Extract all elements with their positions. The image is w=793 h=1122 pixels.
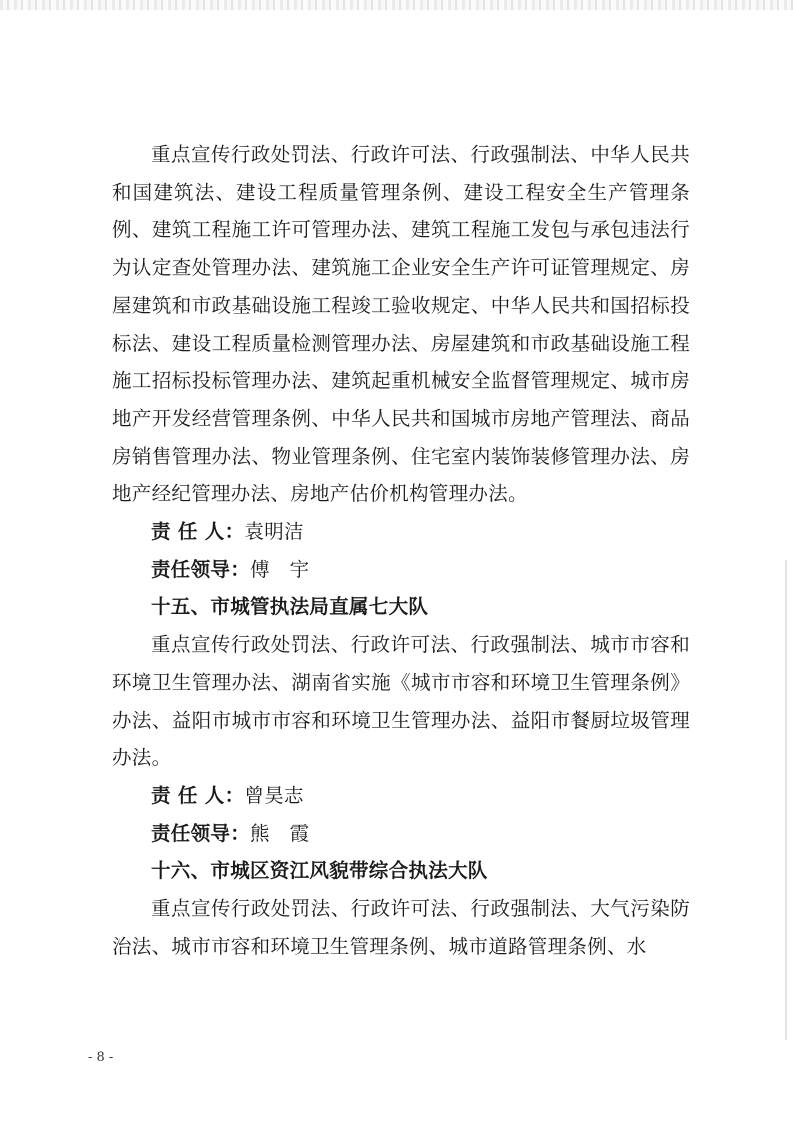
section-15-paragraph: 重点宣传行政处罚法、行政许可法、行政强制法、城市市容和环境卫生管理办法、湖南省实施《城市市容和环境卫生管理条例》办法、益阳市城市市容和环境卫生管理办法、益阳市餐厨垃圾管理办法。 — [112, 633, 690, 770]
page-number: - 8 - — [88, 1050, 114, 1065]
section-15-responsible — [112, 777, 690, 815]
scan-edge-top — [0, 0, 793, 10]
section-15-heading: 十五、市城管执法局直属七大队 — [151, 595, 429, 619]
leader-label: 责任领导： — [151, 821, 251, 845]
responsible-label: 责 任 人： — [151, 520, 245, 544]
section-16-paragraph: 重点宣传行政处罚法、行政许可法、行政强制法、大气污染防治法、城市市容和环境卫生管理条例、城市道路管理条例、水 — [112, 896, 690, 958]
section-15-leader — [112, 815, 690, 853]
section-16-heading: 十六、市城区资江风貌带综合执法大队 — [151, 859, 488, 883]
responsible-name: 袁明洁 — [244, 520, 304, 544]
section-14-responsible — [112, 513, 690, 551]
section-14-paragraph: 重点宣传行政处罚法、行政许可法、行政强制法、中华人民共和国建筑法、建设工程质量管理条例、建设工程安全生产管理条例、建筑工程施工许可管理办法、建筑工程施工发包与承包违法行为认定查处管理办法、建筑施工企业安全生产许可证管理规定、房屋建筑和市政基础设施工程竣工验收规定、中华人民共和国招标投标法、建设工程质量检测管理办法、房屋建筑和市政基础设施工程施工招标投标管理办法、建筑起重机械安全监督管理规定、城市房地产开发经营管理条例、中华人民共和国城市房地产管理法、商品房销售管理办法、物业管理条例、住宅室内装饰装修管理办法、房地产经纪管理办法、房地产估价机构管理办法。 — [112, 143, 690, 506]
leader-name: 傅 宇 — [250, 557, 310, 581]
leader-label: 责任领导： — [151, 557, 251, 581]
document-body — [112, 136, 690, 965]
responsible-name: 曾昊志 — [244, 783, 304, 807]
scan-edge-right — [785, 560, 787, 1040]
section-14-leader — [112, 551, 690, 589]
responsible-label: 责 任 人： — [151, 783, 245, 807]
leader-name: 熊 霞 — [250, 821, 310, 845]
